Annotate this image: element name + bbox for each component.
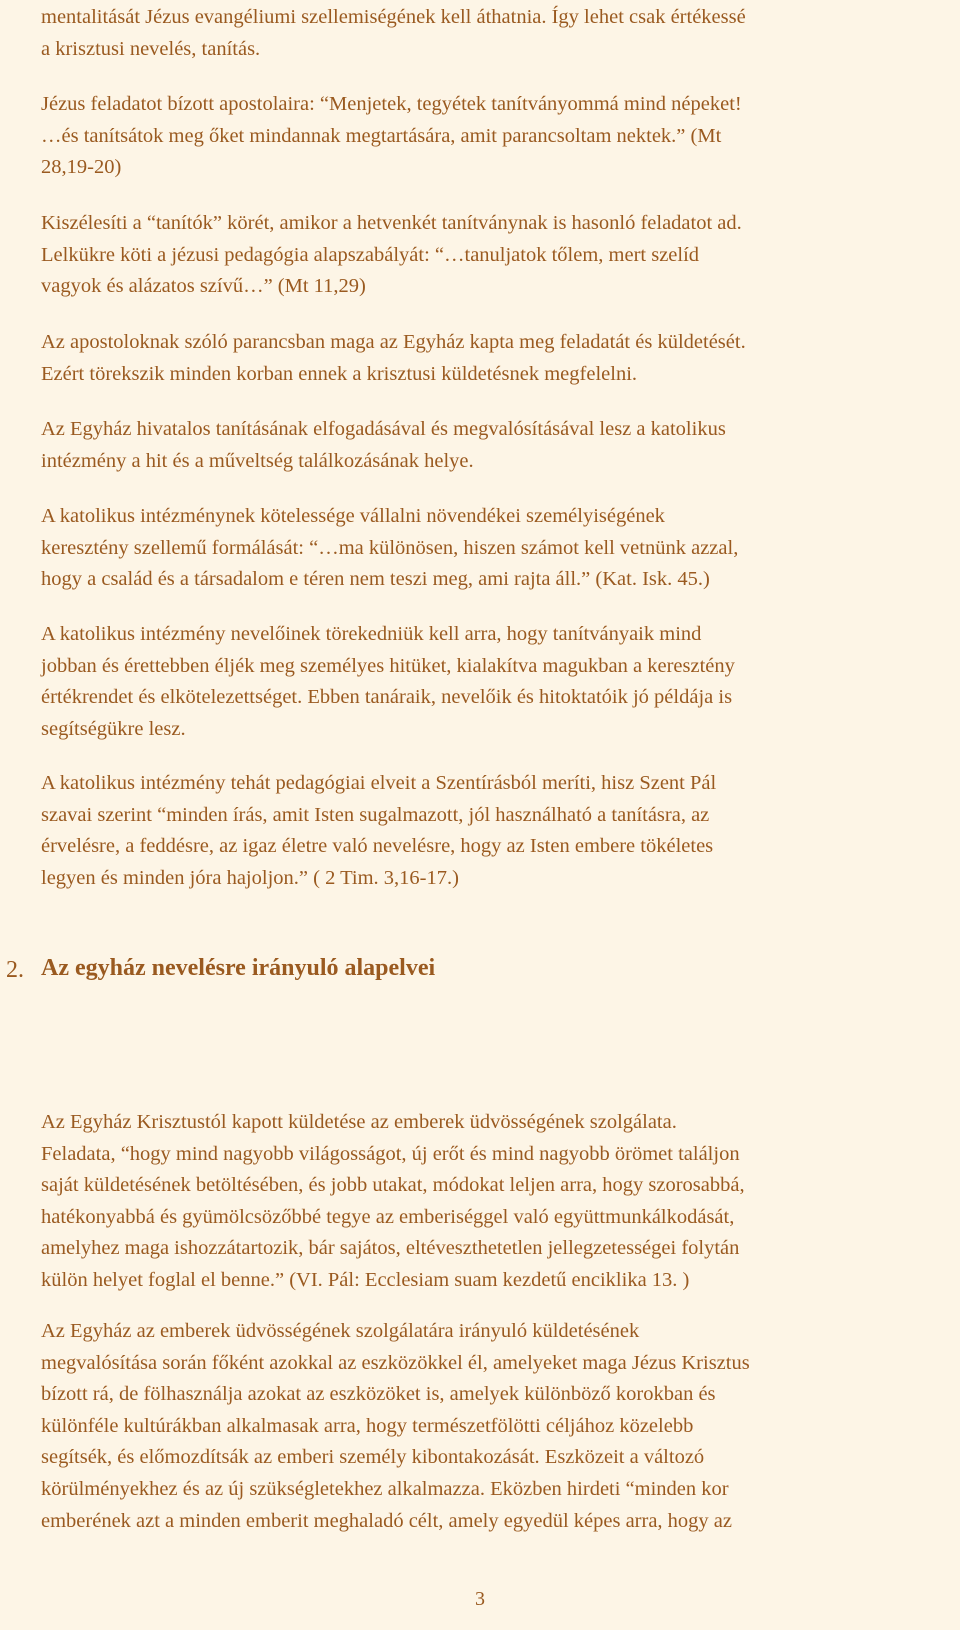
paragraph-5 — [41, 414, 726, 477]
text-line: Feladata, “hogy mind nagyobb világosságot, új erőt és mind nagyobb örömet találjon — [41, 1142, 740, 1165]
text-line: hogy a család és a társadalom e téren nem teszi meg, ami rajta áll.” (Kat. Isk. 45.) — [41, 568, 710, 591]
text-line: A katolikus intézménynek kötelessége vállalni növendékei személyiségének — [41, 505, 665, 527]
page-number: 3 — [475, 1588, 485, 1610]
paragraph-1 — [41, 2, 746, 65]
text-line: A katolikus intézmény nevelőinek törekedniük kell arra, hogy tanítványaik mind — [41, 623, 702, 645]
text-line: 28,19-20) — [41, 156, 122, 179]
paragraph-7 — [41, 619, 735, 745]
text-line: értékrendet és elkötelezettséget. Ebben tanáraik, nevelőik és hitoktatóik jó példája is — [41, 686, 733, 709]
text-line: jobban és érettebben éljék meg személyes hitüket, kialakítva magukban a keresztény — [41, 654, 735, 677]
paragraph-10 — [41, 1316, 750, 1537]
text-line: hatékonyabbá és gyümölcsözőbbé tegye az emberiséggel való együttmunkálkodását, — [41, 1205, 735, 1228]
text-line: érvelésre, a feddésre, az igaz életre való nevelésre, hogy az Isten embere tökéletes — [41, 835, 714, 858]
text-line: Az Egyház Krisztustól kapott küldetése az emberek üdvösségének szolgálata. — [41, 1111, 677, 1133]
text-line: Jézus feladatot bízott apostolaira: “Menjetek, tegyétek tanítványommá mind népeket! — [41, 93, 742, 115]
text-line: megvalósítása során főként azokkal az eszközökkel él, amelyeket maga Jézus Krisztus — [41, 1351, 750, 1374]
text-line: intézmény a hit és a műveltség találkozásának helye. — [41, 449, 474, 472]
paragraph-3 — [41, 208, 742, 303]
text-line: …és tanítsátok meg őket mindannak megtartására, amit parancsoltam nektek.” (Mt — [41, 124, 722, 147]
text-line: amelyhez maga ishozzátartozik, bár sajátos, eltéveszthetetlen jellegzetességei folytán — [41, 1237, 740, 1260]
text-line: keresztény szellemű formálását: “…ma különösen, hiszen számot kell vetnünk azzal, — [41, 536, 739, 559]
text-line: legyen és minden jóra hajoljon.” ( 2 Tim. 3,16-17.) — [41, 866, 459, 889]
text-line: Lelkükre köti a jézusi pedagógia alapszabályát: “…tanuljatok tőlem, mert szelíd — [41, 243, 700, 266]
paragraph-9 — [41, 1107, 745, 1297]
text-line: különféle kultúrákban alkalmasak arra, hogy természetfölötti céljához közelebb — [41, 1414, 694, 1437]
paragraph-2 — [41, 89, 742, 184]
text-line: szavai szerint “minden írás, amit Isten sugalmazott, jól használható a tanításra, az — [41, 803, 710, 826]
text-line: külön helyet foglal el benne.” (VI. Pál: Ecclesiam suam kezdetű enciklika 13. ) — [41, 1268, 690, 1291]
text-line: körülményekhez és az új szükségletekhez alkalmazza. Eközben hirdeti “minden kor — [41, 1477, 729, 1500]
text-line: mentalitását Jézus evangéliumi szellemiségének kell áthatnia. Így lehet csak értékessé — [41, 6, 746, 28]
text-line: Az apostoloknak szóló parancsban maga az Egyház kapta meg feladatát és küldetését. — [41, 331, 746, 353]
text-line: Az Egyház az emberek üdvösségének szolgálatára irányuló küldetésének — [41, 1320, 640, 1342]
text-line: bízott rá, de fölhasználja azokat az eszközöket is, amelyek különböző korokban és — [41, 1383, 716, 1406]
text-line: Kiszélesíti a “tanítók” körét, amikor a hetvenkét tanítványnak is hasonló feladatot ad. — [41, 212, 742, 234]
paragraph-6 — [41, 501, 738, 596]
text-line: vagyok és alázatos szívű…” (Mt 11,29) — [41, 275, 366, 298]
text-line: emberének azt a minden emberit meghaladó célt, amely egyedül képes arra, hogy az — [41, 1509, 732, 1532]
text-line: a krisztusi nevelés, tanítás. — [41, 37, 261, 60]
text-line: segítségükre lesz. — [41, 717, 186, 740]
paragraph-4 — [41, 327, 746, 390]
text-line: A katolikus intézmény tehát pedagógiai elveit a Szentírásból meríti, hisz Szent Pál — [41, 772, 717, 794]
section-heading: Az egyház nevelésre irányuló alapelvei — [41, 955, 436, 981]
section-number: 2. — [6, 957, 24, 983]
text-line: Ezért törekszik minden korban ennek a krisztusi küldetésnek megfelelni. — [41, 362, 638, 385]
text-line: Az Egyház hivatalos tanításának elfogadásával és megvalósításával lesz a katolikus — [41, 418, 726, 440]
paragraph-8 — [41, 768, 716, 894]
text-line: segítsék, és előmozdítsák az emberi személy kibontakozását. Eszközeit a változó — [41, 1446, 705, 1469]
text-line: saját küldetésének betöltésében, és jobb utakat, módokat leljen arra, hogy szorosabbá, — [41, 1174, 745, 1197]
